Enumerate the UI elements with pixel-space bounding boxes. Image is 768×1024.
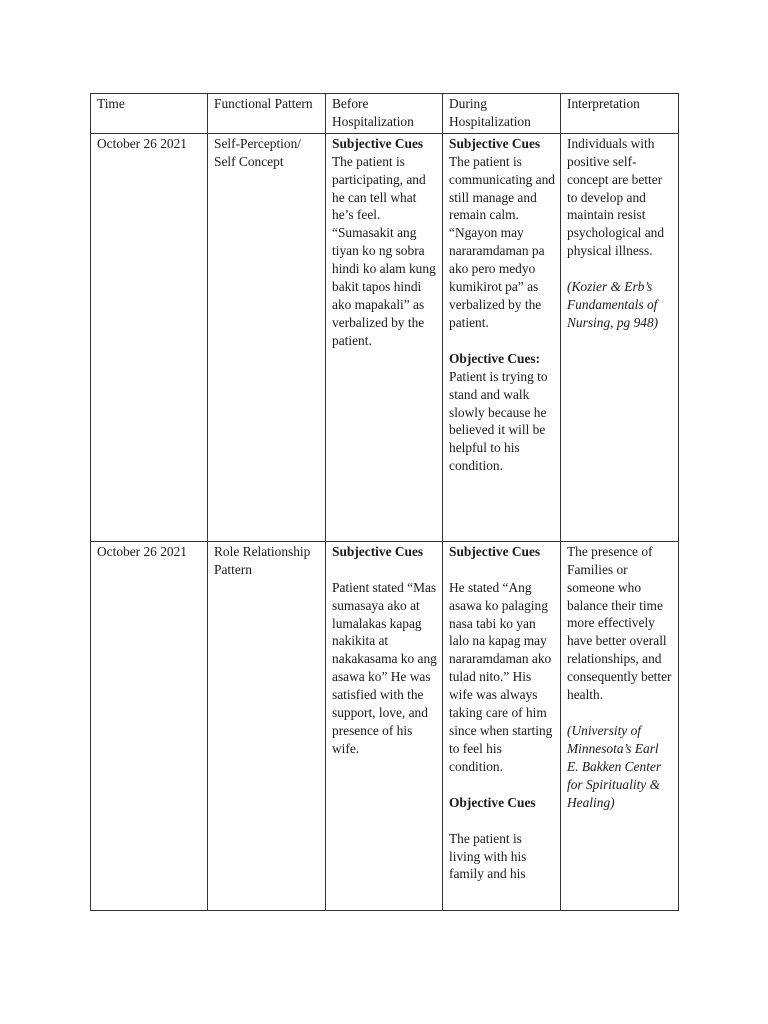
- assessment-table: [90, 93, 679, 911]
- subjective-cues-heading: Subjective Cues: [449, 543, 541, 559]
- header-functional-pattern: Functional Pattern: [208, 94, 326, 134]
- during-cell: [443, 541, 561, 910]
- during-cell: [443, 133, 561, 541]
- pattern-cell: Self-Perception/ Self Concept: [208, 133, 326, 541]
- table-row: [91, 541, 679, 910]
- pattern-cell: Role Relationship Pattern: [208, 541, 326, 910]
- header-before-hospitalization: Before Hospitalization: [326, 94, 443, 134]
- interpretation-citation: (Kozier & Erb’s Fundamentals of Nursing, pg 948): [567, 279, 659, 330]
- header-time: Time: [91, 94, 208, 134]
- interpretation-citation: (University of Minnesota’s Earl E. Bakken Center for Spirituality & Healing): [567, 722, 662, 810]
- before-cell: [326, 133, 443, 541]
- before-cell: [326, 541, 443, 910]
- during-subjective-text: He stated “Ang asawa ko palaging nasa tabi ko yan lalo na kapag may nararamdaman ako tulad nito.” His wife was always taking care of him since when starting to feel his condition.: [449, 579, 553, 774]
- table-row: [91, 133, 679, 541]
- objective-cues-heading: Objective Cues: [449, 794, 536, 810]
- interpretation-text: The presence of Families or someone who balance their time more effectively have better overall relationships, and consequently better health.: [567, 543, 672, 703]
- header-interpretation: Interpretation: [561, 94, 679, 134]
- objective-cues-heading: Objective Cues:: [449, 350, 541, 366]
- subjective-cues-heading: Subjective Cues: [332, 543, 424, 559]
- subjective-cues-heading: Subjective Cues: [449, 135, 541, 151]
- before-text: Patient stated “Mas sumasaya ako at lumalakas kapag nakikita at nakakasama ko ang asawa ko” He was satisfied with the support, love, and presence of his wife.: [332, 579, 437, 756]
- during-objective-text: Patient is trying to stand and walk slowly because he believed it will be helpful to his condition.: [449, 368, 548, 474]
- interpretation-cell: [561, 541, 679, 910]
- time-cell: October 26 2021: [91, 133, 208, 541]
- during-subjective-text: The patient is communicating and still manage and remain calm. “Ngayon may nararamdaman pa ako pero medyo kumikirot pa” as verbalized by the patient.: [449, 153, 555, 330]
- table-header-row: [91, 94, 679, 134]
- interpretation-cell: [561, 133, 679, 541]
- interpretation-text: Individuals with positive self-concept are better to develop and maintain resist psychological and physical illness.: [567, 135, 665, 259]
- header-during-hospitalization: During Hospitalization: [443, 94, 561, 134]
- during-objective-text: The patient is living with his family and his: [449, 830, 527, 882]
- before-text: The patient is participating, and he can tell what he’s feel. “Sumasakit ang tiyan ko ng sobra hindi ko alam kung bakit tapos hindi ako mapakali” as verbalized by the patient.: [332, 153, 436, 348]
- subjective-cues-heading: Subjective Cues: [332, 135, 424, 151]
- time-cell: October 26 2021: [91, 541, 208, 910]
